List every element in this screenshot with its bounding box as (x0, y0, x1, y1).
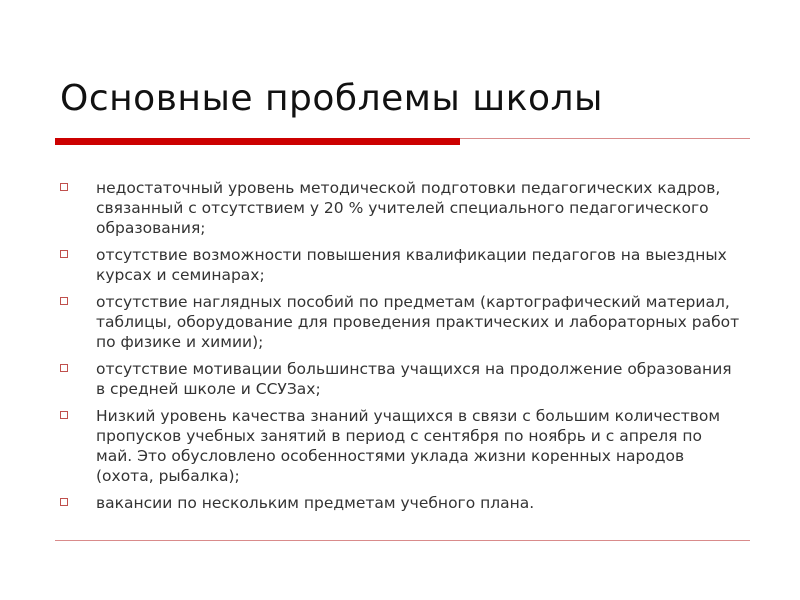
bullet-text: недостаточный уровень методической подготовки педагогических кадров, связанный с отсутствием у 20 % учителей специального педагогического образования; (96, 179, 721, 237)
bullet-text: отсутствие мотивации большинства учащихся на продолжение образования в средней школе и ССУЗах; (96, 360, 732, 398)
hollow-square-icon (60, 364, 68, 372)
bullet-text: Низкий уровень качества знаний учащихся в связи с большим количеством пропусков учебных занятий в период с сентября по ноябрь и с апреля по май. Это обусловлено особенностями уклада жизни коренных народов (охота, рыбалка); (96, 407, 721, 485)
hollow-square-icon (60, 297, 68, 305)
title-underline-accent (55, 138, 460, 145)
bullet-text: вакансии по нескольким предметам учебного плана. (96, 494, 535, 512)
hollow-square-icon (60, 250, 68, 258)
slide-title: Основные проблемы школы (60, 78, 603, 119)
bullet-item (60, 359, 740, 399)
title-underline-thin (460, 138, 750, 139)
hollow-square-icon (60, 411, 68, 419)
hollow-square-icon (60, 498, 68, 506)
bullet-item (60, 493, 740, 513)
bullet-text: отсутствие возможности повышения квалификации педагогов на выездных курсах и семинарах; (96, 246, 727, 284)
bullet-item (60, 292, 740, 352)
bullet-list (60, 178, 740, 520)
bullet-item (60, 178, 740, 238)
hollow-square-icon (60, 183, 68, 191)
footer-divider (55, 540, 750, 541)
bullet-item (60, 245, 740, 285)
bullet-item (60, 406, 740, 486)
bullet-text: отсутствие наглядных пособий по предметам (картографический материал, таблицы, оборудование для проведения практических и лабораторных работ по физике и химии); (96, 293, 740, 351)
